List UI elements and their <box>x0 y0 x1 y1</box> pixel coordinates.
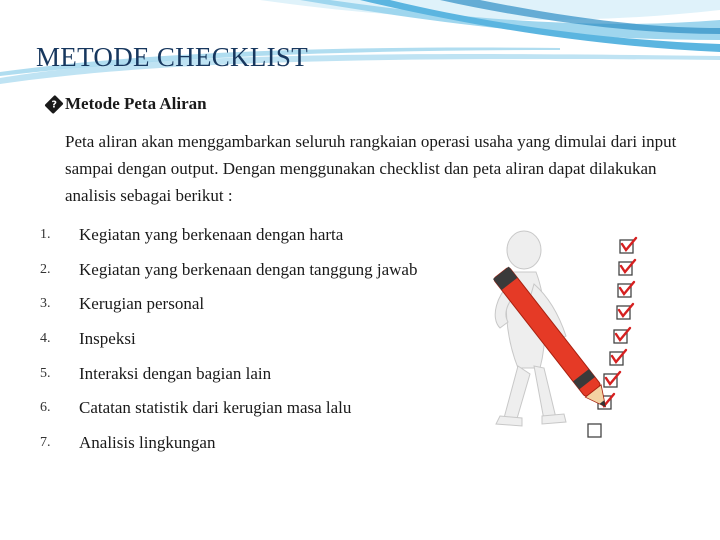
item-number: 2. <box>40 261 51 277</box>
item-text: Kerugian personal <box>79 294 205 314</box>
list-item <box>40 253 417 288</box>
item-number: 6. <box>40 400 51 416</box>
item-number: 4. <box>40 331 51 347</box>
list-item <box>40 218 417 253</box>
item-text: Inspeksi <box>79 329 136 349</box>
item-text: Analisis lingkungan <box>79 432 216 452</box>
intro-paragraph: Peta aliran akan menggambarkan seluruh rangkaian operasi usaha yang dimulai dari input sampai dengan output. Dengan menggunakan checklist dan peta aliran dapat dilakukan analisis sebagai berikut : <box>65 132 677 205</box>
list-item <box>40 391 417 426</box>
person-holding-pencil-checklist-icon <box>484 228 656 452</box>
section-heading <box>46 94 207 114</box>
item-text: Kegiatan yang berkenaan dengan tanggung jawab <box>79 259 418 279</box>
list-item <box>40 356 417 391</box>
item-text: Interaksi dengan bagian lain <box>79 363 272 383</box>
list-item <box>40 287 417 322</box>
item-text: Catatan statistik dari kerugian masa lalu <box>79 398 352 418</box>
item-number: 7. <box>40 434 51 450</box>
item-number: 3. <box>40 296 51 312</box>
item-number: 1. <box>40 227 51 243</box>
analysis-list <box>40 218 417 460</box>
item-text: Kegiatan yang berkenaan dengan harta <box>79 225 344 245</box>
slide-title: METODE CHECKLIST <box>36 42 309 72</box>
section-heading-label: Metode Peta Aliran <box>65 94 207 113</box>
list-item <box>40 322 417 357</box>
bullet-glyph-icon: ? <box>44 94 63 113</box>
item-number: 5. <box>40 365 51 381</box>
list-item <box>40 426 417 461</box>
